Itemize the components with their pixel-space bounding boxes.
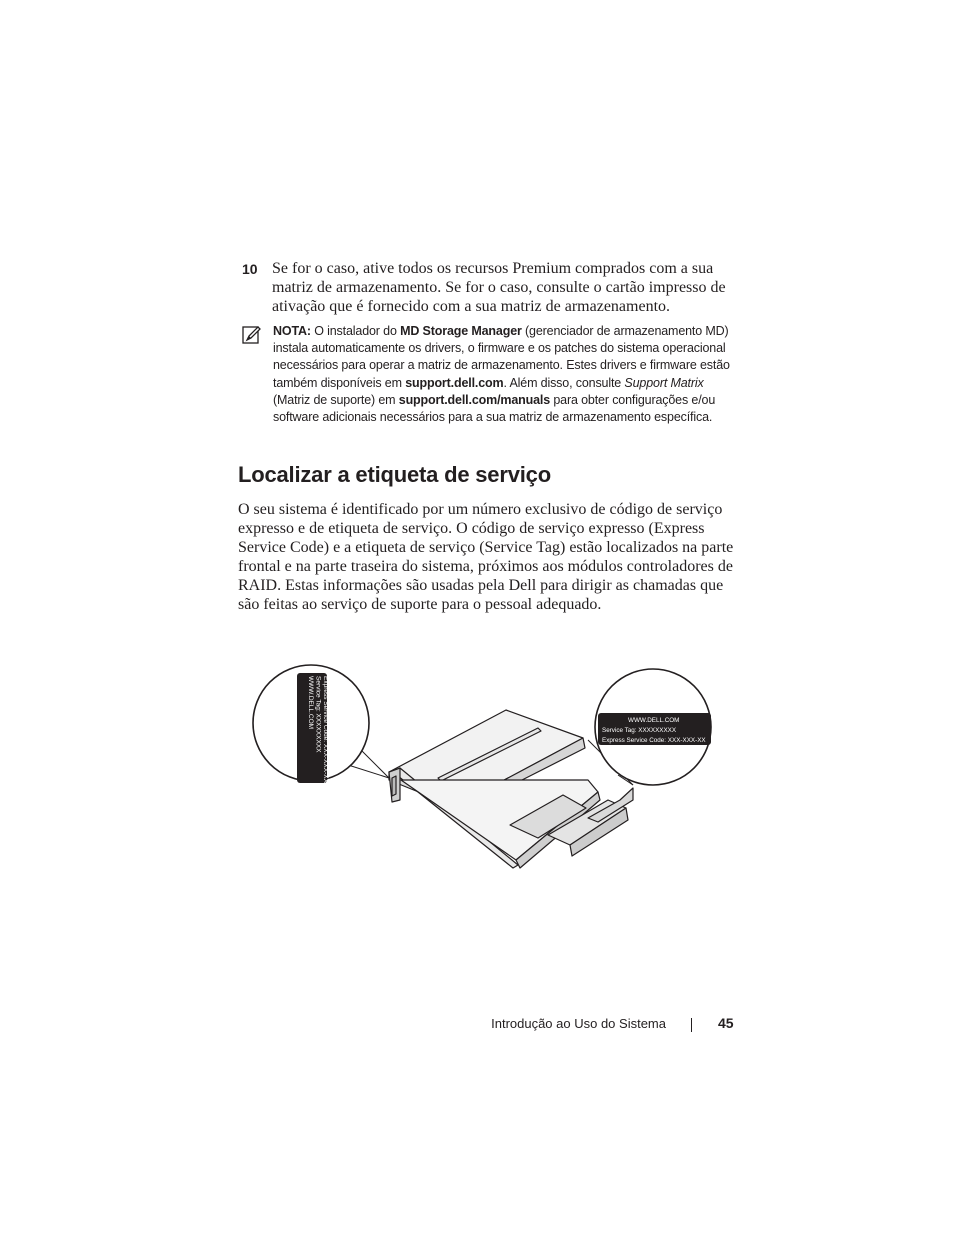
service-tag-figure	[248, 660, 718, 875]
note-link-manuals: support.dell.com/manuals	[398, 392, 551, 407]
section-paragraph: O seu sistema é identificado por um número exclusivo de código de serviço expresso e de etiqueta de serviço. O código de serviço expresso (Express Service Code) e a etiqueta de serviço (Service Tag) estão localizados na parte frontal e na parte traseira do sistema, próximos aos módulos controladores de RAID. Estas informações são usadas pela Dell para dirigir as chamadas que são feitas ao serviço de suporte para o pessoal adequado.	[238, 501, 734, 613]
step-number: 10	[242, 261, 258, 277]
note-text-part: (gerenciador de armazenamento MD) instala automaticamente os drivers, o firmware e os patches do sistema operacional necessários para operar a matriz de armazenamento. Estes drivers e firmware estão também disponíveis em	[273, 324, 730, 390]
step-text: Se for o caso, ative todos os recursos Premium comprados com a sua matriz de armazenamento. Se for o caso, consulte o cartão impresso de ativação que é fornecido com a sua matriz de armazenamento.	[272, 260, 726, 315]
note-text-part: (Matriz de suporte) em	[273, 392, 399, 407]
note-link-support: support.dell.com	[405, 375, 504, 390]
rear-label-express-code: Express Service Code: XXX-XXX-XX	[602, 737, 706, 744]
front-label-service-tag: Service Tag: XXXXXXXXX	[314, 676, 322, 753]
note-text	[273, 323, 737, 426]
section-title: Localizar a etiqueta de serviço	[238, 462, 551, 487]
page-number: 45	[718, 1015, 734, 1031]
front-label-express-code: Express Service Code: XXX-XXX-XX	[322, 676, 329, 783]
note-text-part: . Além disso, consulte	[503, 375, 625, 390]
note-pencil-icon	[242, 325, 262, 345]
footer-chapter-title: Introdução ao Uso do Sistema	[491, 1016, 666, 1031]
rear-label-website: WWW.DELL.COM	[628, 717, 680, 724]
footer-separator	[691, 1018, 692, 1032]
note-product-name: MD Storage Manager	[400, 324, 522, 338]
note-text-part: para obter configurações e/ou software adicionais necessários para a sua matriz de armazenamento específica.	[273, 392, 716, 425]
note-text-part: O instalador do	[310, 324, 401, 338]
rear-label-service-tag: Service Tag: XXXXXXXXX	[602, 727, 677, 734]
front-label-website: WWW.DELL.COM	[307, 676, 314, 730]
note-doc-title: Support Matrix	[624, 375, 704, 390]
note-label: NOTA:	[273, 324, 311, 338]
